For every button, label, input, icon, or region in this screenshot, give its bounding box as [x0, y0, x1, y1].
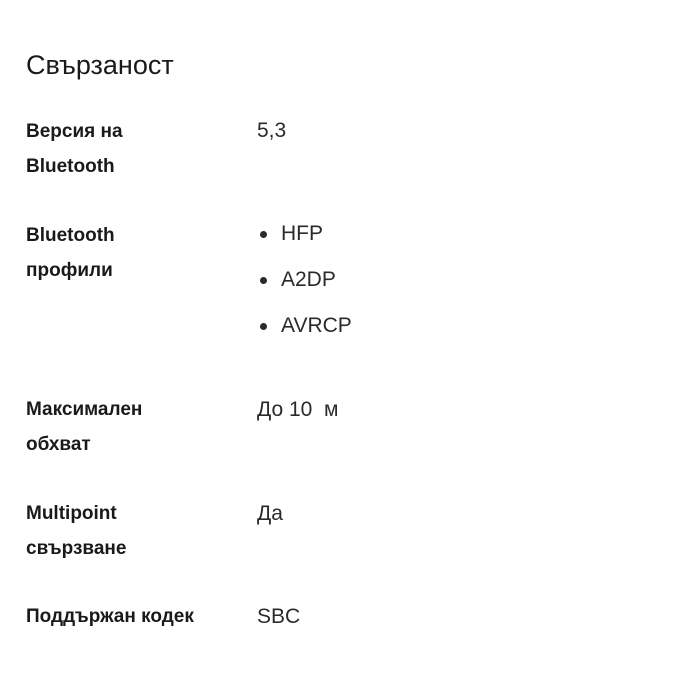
spec-label-codec: Поддържан кодек	[26, 606, 194, 627]
spec-value-codec: SBC	[257, 605, 301, 628]
spec-label-multipoint	[26, 496, 236, 566]
spec-value-max-range: До 10 м	[257, 398, 339, 421]
spec-label-line: Версия на	[26, 121, 123, 142]
bullet-icon	[260, 231, 267, 238]
spec-value-multipoint: Да	[257, 502, 283, 525]
profile-label: A2DP	[281, 268, 336, 291]
list-item	[257, 257, 352, 303]
bluetooth-profiles-list	[257, 211, 352, 349]
section-title: Свързаност	[26, 50, 174, 80]
bullet-icon	[260, 277, 267, 284]
spec-label-line: Bluetooth	[26, 156, 115, 177]
spec-label-line: Максимален	[26, 399, 143, 420]
spec-label-max-range	[26, 392, 236, 462]
list-item	[257, 303, 352, 349]
spec-label-line: обхват	[26, 434, 91, 455]
bullet-icon	[260, 323, 267, 330]
spec-label-line: профили	[26, 260, 113, 281]
spec-label-line: Multipoint	[26, 503, 117, 524]
spec-label-line: Bluetooth	[26, 225, 115, 246]
spec-label-line: свързване	[26, 538, 127, 559]
spec-label-bluetooth-profiles	[26, 218, 236, 288]
profile-label: HFP	[281, 222, 323, 245]
spec-value-bluetooth-version: 5,3	[257, 119, 287, 142]
list-item	[257, 211, 352, 257]
spec-label-bluetooth-version	[26, 114, 236, 184]
profile-label: AVRCP	[281, 314, 352, 337]
